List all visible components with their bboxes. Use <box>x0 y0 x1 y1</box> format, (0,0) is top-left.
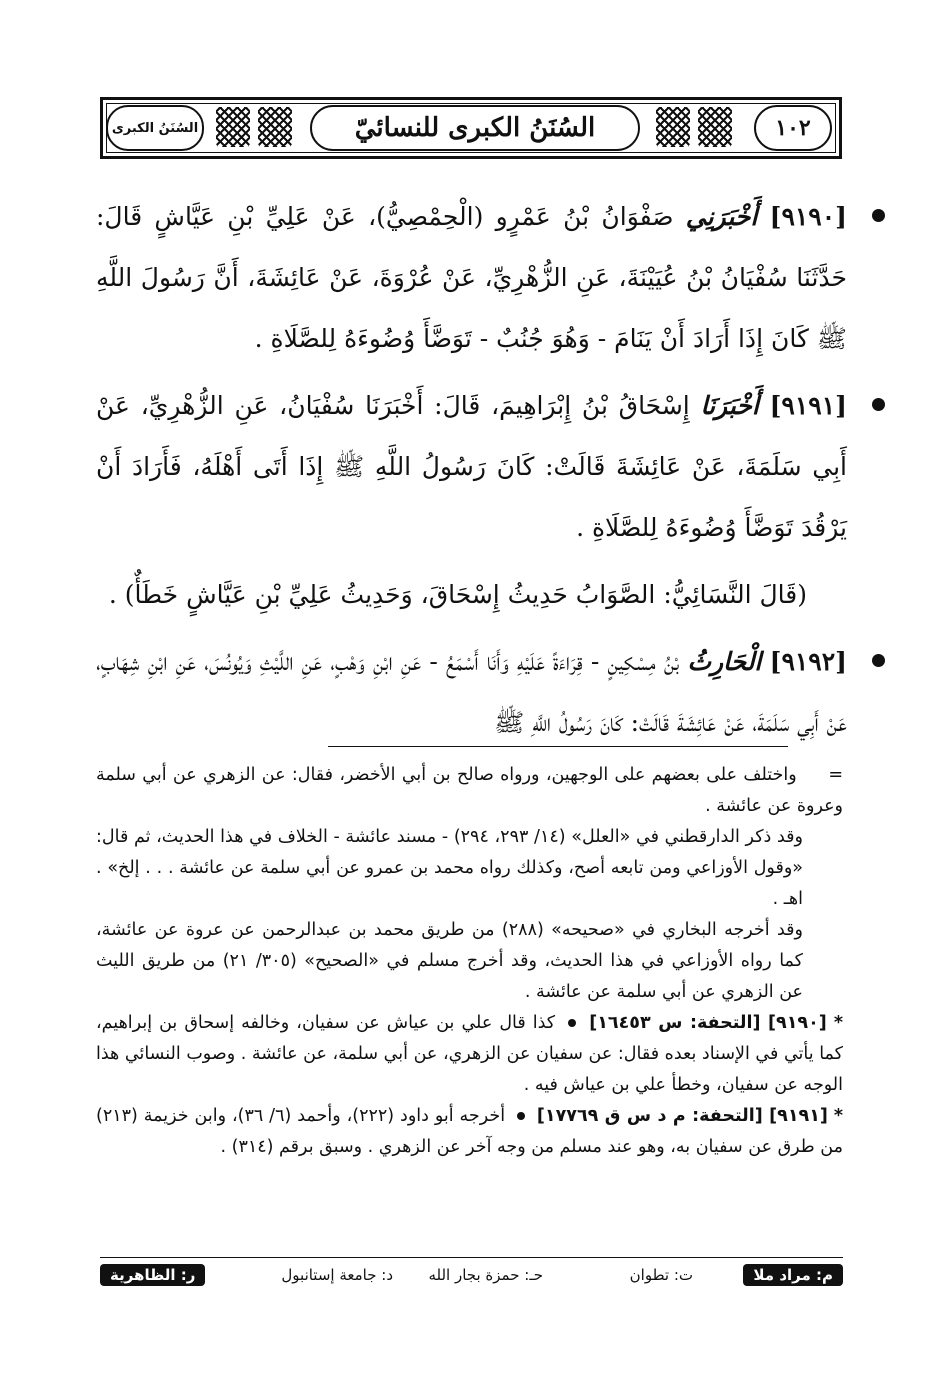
hadith-number: [٩١٩١] <box>769 391 847 420</box>
hadith-number: [٩١٩٠] <box>769 202 847 231</box>
dot-icon <box>568 1019 576 1027</box>
book-title: السُنَنُ الكبرى للنسائيّ <box>310 105 640 151</box>
narration-verb: أَخْبَرَنَا <box>700 391 759 420</box>
manuscript-h: حـ: حمزة بجار الله <box>428 1266 543 1284</box>
hadith-text: بْنُ مِسْكِينٍ - قِرَاءَةً عَلَيْهِ وَأَنَا أَسْمَعُ - عَنِ ابْنِ وَهْبٍ، عَنِ اللَّيْثِ وَيُونُسَ، عَنِ ابْنِ شِهَابٍ، عَنْ أَبِي سَلَمَةَ، عَنْ عَائِشَةَ قَالَتْ: كَانَ رَسُولُ اللَّهِ ﷺ <box>96 647 847 737</box>
hadith-text: صَفْوَانُ بْنُ عَمْرٍو (الْحِمْصِيُّ)، عَنْ عَلِيِّ بْنِ عَيَّاشٍ قَالَ: حَدَّثَنَا سُفْيَانُ بْنُ عُيَيْنَةَ، عَنِ الزُّهْرِيِّ، عَنْ عُرْوَةَ، عَنْ عَائِشَةَ، أَنَّ رَسُولَ اللَّهِ ﷺ كَانَ إِذَا أَرَادَ أَنْ يَنَامَ - وَهُوَ جُنُبٌ - تَوَضَّأَ وُضُوءَهُ لِلصَّلَاةِ . <box>96 202 847 353</box>
book-emblem: السُنَنُ الكبرى <box>106 105 204 151</box>
footnote-note <box>96 1008 843 1101</box>
manuscript-d: د: جامعة إستانبول <box>281 1266 393 1284</box>
asterisk-icon: * <box>833 1106 843 1126</box>
comment-text: (قَالَ النَّسَائِيُّ: الصَّوَابُ حَدِيثُ إِسْحَاقَ، وَحَدِيثُ عَلِيِّ بْنِ عَيَّاشٍ خَطَأٌ) . <box>108 580 807 609</box>
bottom-separator <box>100 1257 843 1258</box>
footnote-paragraph: وقد أخرجه البخاري في «صحيحه» (٢٨٨) من طريق محمد بن عبدالرحمن عن عروة عن عائشة، كما رواه الأوزاعي في هذا الحديث، وقد أخرج مسلم في «الصحيح» (٣٠٥/ ٢١) من طريق الليث عن الزهري عن أبي سلمة عن عائشة . <box>96 920 803 1002</box>
hadith-9191 <box>96 375 847 558</box>
page-header <box>100 97 842 159</box>
page-number: ١٠٢ <box>754 105 832 151</box>
footnote-text: واختلف على بعضهم على الوجهين، ورواه صالح بن أبي الأخضر، فقال: عن الزهري عن أبي سلمة وعروة عن عائشة . <box>96 765 843 816</box>
note-reference: [٩١٩٠] [التحفة: س ١٦٤٥٣] <box>589 1013 827 1033</box>
footnotes <box>96 760 843 1163</box>
note-text: أخرجه أبو داود (٢٢٢)، وأحمد (٦/ ٣٦)، وابن خزيمة (٢١٣) من طرق عن سفيان به، وهو عند مسلم من وجه آخر عن الزهري . وسبق برقم (٣١٤) . <box>96 1106 843 1157</box>
footnote-separator <box>328 746 788 747</box>
asterisk-icon: * <box>833 1013 843 1033</box>
hadith-9190 <box>96 186 847 369</box>
narration-verb: الْحَارِثُ <box>687 647 762 676</box>
footnote-paragraph: وقد ذكر الدارقطني في «العلل» (١٤/ ٢٩٣، ٢٩٤) - مسند عائشة - الخلاف في هذا الحديث، ثم قال: «وقول الأوزاعي ومن تابعه أصح، وكذلك رواه محمد بن عمرو عن أبي سلمة عن عائشة . . . إلخ» . اهـ . <box>96 827 803 909</box>
ornament-knot-icon <box>258 107 292 147</box>
manuscript-m: م: مراد ملا <box>743 1264 843 1286</box>
main-text <box>96 186 847 753</box>
manuscript-t: ت: تطوان <box>629 1266 693 1284</box>
footnote-note <box>96 1101 843 1163</box>
footnote-paragraph <box>96 760 843 822</box>
bullet-icon <box>872 398 885 411</box>
note-reference: [٩١٩١] [التحفة: م د س ق ١٧٧٦٩] <box>536 1106 828 1126</box>
note-text: كذا قال علي بن عياش عن سفيان، وخالفه إسحاق بن إبراهيم، كما يأتي في الإسناد بعده فقال: عن سفيان عن الزهري، عن أبي سلمة، عن عائشة . وصوب النسائي هذا الوجه عن سفيان، وخطأ علي بن عياش فيه . <box>96 1013 843 1095</box>
dot-icon <box>517 1112 525 1120</box>
ornament-knot-icon <box>698 107 732 147</box>
ornament-knot-icon <box>656 107 690 147</box>
nasai-comment <box>96 564 847 625</box>
hadith-text: إِسْحَاقُ بْنُ إِبْرَاهِيمَ، قَالَ: أَخْبَرَنَا سُفْيَانُ، عَنِ الزُّهْرِيِّ، عَنْ أَبِي سَلَمَةَ، عَنْ عَائِشَةَ قَالَتْ: كَانَ رَسُولُ اللَّهِ ﷺ إِذَا أَتَى أَهْلَهُ، فَأَرَادَ أَنْ يَرْقُدَ تَوَضَّأَ وُضُوءَهُ لِلصَّلَاةِ . <box>96 391 847 542</box>
continuation-mark: = <box>828 765 843 785</box>
narration-verb: أَخْبَرَنِي <box>685 202 758 231</box>
hadith-number: [٩١٩٢] <box>769 647 847 676</box>
bullet-icon <box>872 209 885 222</box>
ornament-knot-icon <box>216 107 250 147</box>
hadith-9192 <box>96 631 847 753</box>
bullet-icon <box>872 654 885 667</box>
manuscript-legend <box>100 1262 843 1292</box>
manuscript-r: ر: الظاهرية <box>100 1264 205 1286</box>
